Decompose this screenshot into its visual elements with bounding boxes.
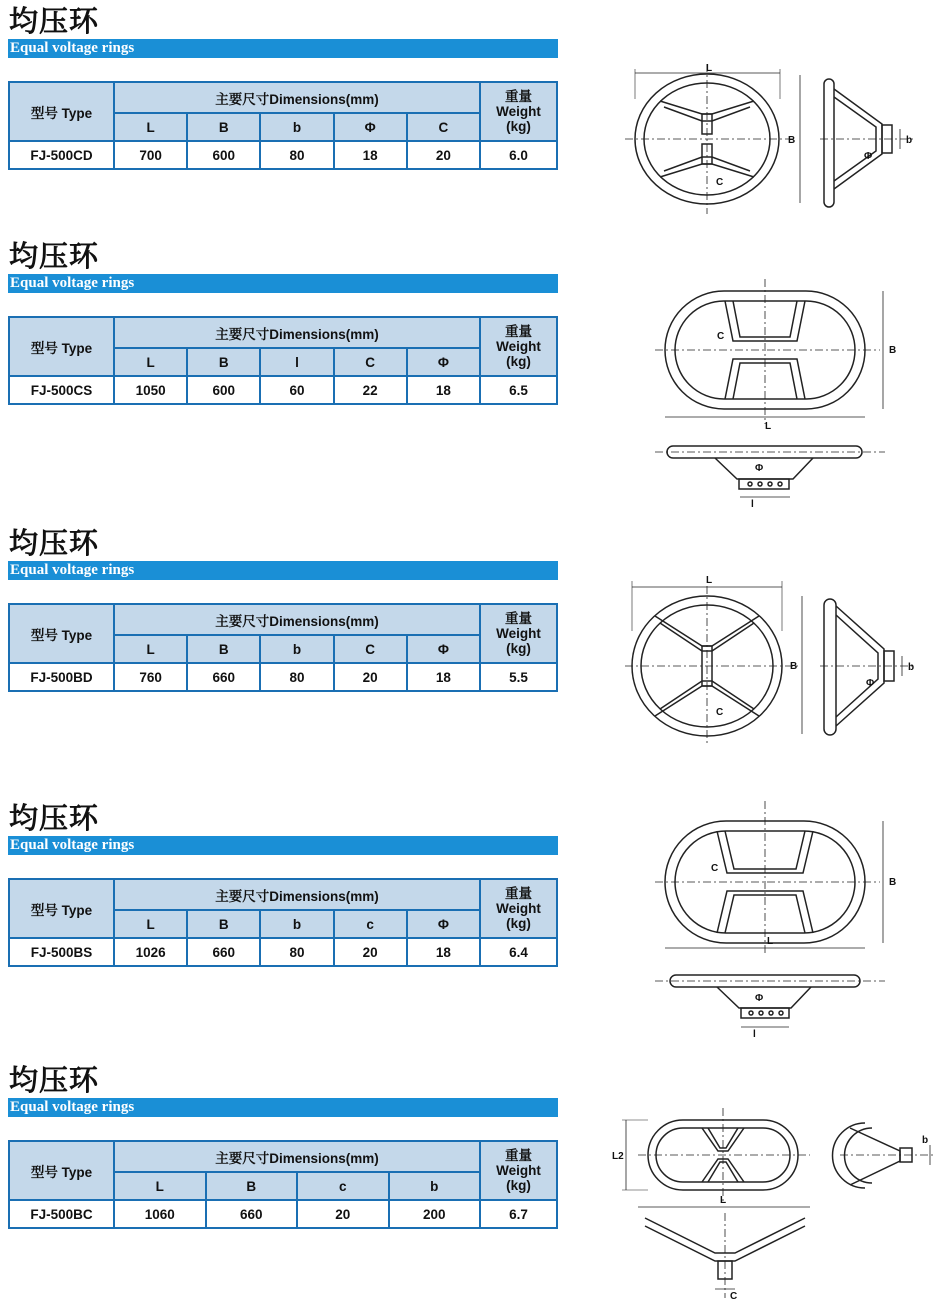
model-cell: FJ-500BD	[9, 663, 114, 691]
column-header: L	[114, 910, 187, 938]
column-header: L	[114, 348, 187, 376]
column-header: L	[114, 113, 187, 141]
product-section-fj-500cs	[0, 239, 950, 519]
column-header: c	[334, 910, 407, 938]
value-cell: 80	[260, 938, 333, 966]
value-cell: 80	[260, 141, 333, 169]
column-header: b	[260, 113, 333, 141]
value-cell: 60	[260, 376, 333, 404]
weight-unit: (kg)	[506, 641, 531, 656]
column-header: Φ	[407, 348, 480, 376]
spec-table	[8, 1140, 558, 1229]
label-c: C	[716, 177, 724, 188]
label-B: B	[788, 135, 796, 146]
label-L: L	[720, 1195, 727, 1206]
value-cell: 1026	[114, 938, 187, 966]
column-header: B	[187, 635, 260, 663]
label-c: C	[730, 1291, 738, 1302]
weight-header	[480, 82, 557, 141]
value-cell: 660	[187, 663, 260, 691]
value-cell: 20	[407, 141, 480, 169]
dimensions-header: 主要尺寸Dimensions(mm)	[114, 879, 480, 910]
section-title-en: Equal voltage rings	[10, 1099, 135, 1115]
label-b: b	[922, 1135, 929, 1146]
section-title-en: Equal voltage rings	[10, 562, 135, 578]
value-cell: 200	[389, 1200, 481, 1228]
type-header: 型号 Type	[9, 82, 114, 141]
technical-drawing	[655, 801, 905, 1041]
weight-zh: 重量	[505, 886, 532, 901]
column-header: b	[260, 910, 333, 938]
value-cell: 20	[334, 663, 407, 691]
dimensions-header: 主要尺寸Dimensions(mm)	[114, 1141, 480, 1172]
model-cell: FJ-500CD	[9, 141, 114, 169]
value-cell: 80	[260, 663, 333, 691]
label-L: L	[706, 575, 713, 586]
column-header: c	[297, 1172, 389, 1200]
technical-drawing	[620, 571, 930, 751]
column-header: B	[187, 348, 260, 376]
spec-table	[8, 878, 558, 967]
value-cell: 1050	[114, 376, 187, 404]
column-header: L	[114, 1172, 206, 1200]
weight-en: Weight	[496, 339, 541, 354]
weight-en: Weight	[496, 901, 541, 916]
value-cell: 18	[407, 663, 480, 691]
weight-cell: 6.0	[480, 141, 557, 169]
weight-zh: 重量	[505, 89, 532, 104]
section-title-en: Equal voltage rings	[10, 275, 135, 291]
section-title-en: Equal voltage rings	[10, 837, 135, 853]
weight-unit: (kg)	[506, 1178, 531, 1193]
model-cell: FJ-500BC	[9, 1200, 114, 1228]
technical-drawing	[620, 59, 930, 219]
weight-en: Weight	[496, 1163, 541, 1178]
value-cell: 600	[187, 141, 260, 169]
dimensions-header: 主要尺寸Dimensions(mm)	[114, 82, 480, 113]
type-header: 型号 Type	[9, 317, 114, 376]
value-cell: 600	[187, 376, 260, 404]
section-title-bar	[8, 561, 558, 580]
weight-zh: 重量	[505, 611, 532, 626]
technical-drawing	[610, 1103, 940, 1303]
section-title-bar	[8, 1098, 558, 1117]
section-title-bar	[8, 836, 558, 855]
column-header: B	[187, 910, 260, 938]
type-header: 型号 Type	[9, 1141, 114, 1200]
product-section-fj-500cd	[0, 4, 950, 224]
weight-unit: (kg)	[506, 119, 531, 134]
weight-zh: 重量	[505, 324, 532, 339]
label-l: l	[751, 499, 754, 509]
label-B: B	[790, 661, 798, 672]
table-row	[9, 1200, 557, 1228]
label-L: L	[706, 63, 713, 74]
type-header: 型号 Type	[9, 879, 114, 938]
weight-header	[480, 879, 557, 938]
column-header: L	[114, 635, 187, 663]
spec-table	[8, 316, 558, 405]
weight-cell: 6.7	[480, 1200, 557, 1228]
label-c: C	[711, 863, 719, 874]
column-header: b	[260, 635, 333, 663]
value-cell: 22	[334, 376, 407, 404]
value-cell: 18	[407, 938, 480, 966]
section-title-zh: 均压环	[9, 4, 100, 38]
label-b: b	[908, 662, 915, 673]
value-cell: 660	[206, 1200, 298, 1228]
value-cell: 760	[114, 663, 187, 691]
label-phi: Φ	[864, 151, 873, 162]
weight-zh: 重量	[505, 1148, 532, 1163]
label-l: l	[753, 1029, 756, 1040]
column-header: B	[187, 113, 260, 141]
label-c: C	[716, 707, 724, 718]
label-L: L	[765, 421, 772, 432]
dimensions-header: 主要尺寸Dimensions(mm)	[114, 317, 480, 348]
value-cell: 700	[114, 141, 187, 169]
table-row	[9, 376, 557, 404]
column-header: B	[206, 1172, 298, 1200]
weight-cell: 6.5	[480, 376, 557, 404]
spec-table	[8, 603, 558, 692]
label-phi: Φ	[755, 993, 764, 1004]
column-header: Φ	[334, 113, 407, 141]
section-title-bar	[8, 39, 558, 58]
section-title-zh: 均压环	[9, 239, 100, 273]
label-phi: Φ	[755, 463, 764, 474]
section-title-zh: 均压环	[9, 1063, 100, 1097]
column-header: Φ	[407, 635, 480, 663]
section-title-zh: 均压环	[9, 801, 100, 835]
column-header: C	[334, 635, 407, 663]
value-cell: 1060	[114, 1200, 206, 1228]
label-b: b	[906, 135, 913, 146]
weight-header	[480, 1141, 557, 1200]
model-cell: FJ-500BS	[9, 938, 114, 966]
column-header: C	[334, 348, 407, 376]
weight-en: Weight	[496, 626, 541, 641]
value-cell: 18	[407, 376, 480, 404]
model-cell: FJ-500CS	[9, 376, 114, 404]
spec-table	[8, 81, 558, 170]
column-header: Φ	[407, 910, 480, 938]
technical-drawing	[655, 279, 905, 509]
column-header: l	[260, 348, 333, 376]
label-L2: L2	[612, 1151, 624, 1162]
value-cell: 20	[334, 938, 407, 966]
table-row	[9, 938, 557, 966]
label-B: B	[889, 877, 897, 888]
product-section-fj-500bc	[0, 1063, 950, 1309]
column-header: C	[407, 113, 480, 141]
product-section-fj-500bs	[0, 801, 950, 1051]
table-row	[9, 141, 557, 169]
section-title-en: Equal voltage rings	[10, 40, 135, 56]
weight-en: Weight	[496, 104, 541, 119]
weight-cell: 6.4	[480, 938, 557, 966]
weight-unit: (kg)	[506, 916, 531, 931]
weight-unit: (kg)	[506, 354, 531, 369]
section-title-zh: 均压环	[9, 526, 100, 560]
column-header: b	[389, 1172, 481, 1200]
value-cell: 18	[334, 141, 407, 169]
label-phi: Φ	[866, 678, 875, 689]
dimensions-header: 主要尺寸Dimensions(mm)	[114, 604, 480, 635]
label-c: C	[717, 331, 725, 342]
type-header: 型号 Type	[9, 604, 114, 663]
value-cell: 20	[297, 1200, 389, 1228]
section-title-bar	[8, 274, 558, 293]
table-row	[9, 663, 557, 691]
weight-cell: 5.5	[480, 663, 557, 691]
product-section-fj-500bd	[0, 526, 950, 766]
value-cell: 660	[187, 938, 260, 966]
weight-header	[480, 317, 557, 376]
weight-header	[480, 604, 557, 663]
label-L: L	[767, 936, 774, 947]
label-B: B	[889, 345, 897, 356]
